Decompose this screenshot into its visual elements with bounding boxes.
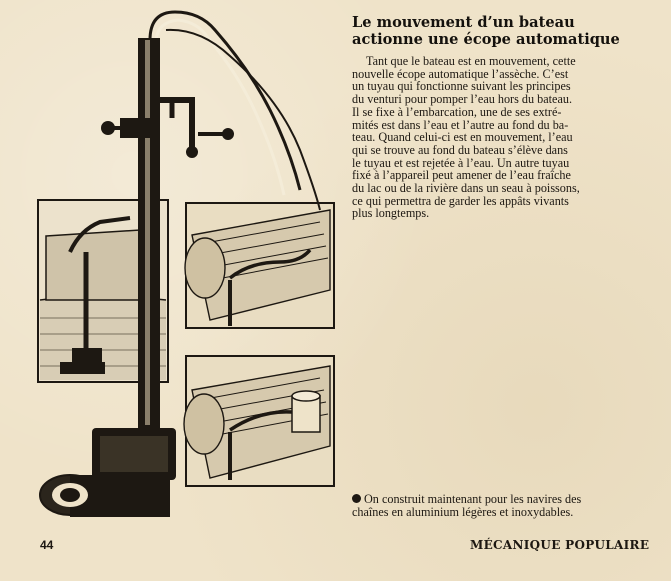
bullet-icon [352, 494, 361, 503]
article-body-line: du lac ou de la rivière dans un seau à poissons, [352, 181, 580, 196]
article-body-line: du venturi pour pomper l’eau hors du bateau. [352, 92, 572, 107]
article-title-line: Le mouvement d’un bateau [352, 14, 575, 31]
article-body-line: Tant que le bateau est en mouvement, cette [366, 54, 576, 68]
article-body-line: Il se fixe à l’embarcation, une de ses extré- [352, 104, 562, 119]
news-note-text: On construit maintenant pour les navires des [364, 492, 582, 506]
article-body-line: fixé à l’appareil peut amener de l’eau fraîche [352, 168, 571, 183]
publication-name: MÉCANIQUE POPULAIRE [470, 538, 650, 552]
article-body-line: un tuyau qui fonctionne suivant les principes [352, 79, 571, 94]
article-body-line: nouvelle écope automatique l’assèche. C’est [352, 66, 569, 81]
article-body-line: mités est dans l’eau et l’autre au fond du ba- [352, 117, 569, 132]
article-body [352, 55, 642, 220]
article-body-line: ce qui permettra de garder les appâts vivants [352, 193, 569, 208]
article-title-line: actionne une écope automatique [352, 31, 620, 48]
article-body-line: le tuyau et est rejetée à l’eau. Un autre tuyau [352, 155, 570, 170]
boat-interior-bottom [184, 356, 334, 486]
article-body-line: teau. Quand celui-ci est en mouvement, l’eau [352, 130, 573, 145]
article-body-line: plus longtemps. [352, 206, 430, 221]
article-title [352, 14, 652, 48]
news-note [352, 493, 642, 519]
news-note-line: chaînes en aluminium légères et inoxydables. [352, 505, 574, 519]
page-number: 44 [40, 538, 54, 552]
boat-interior-top [185, 203, 334, 328]
article-body-line: qui se trouve au fond du bateau s’élève dans [352, 142, 568, 157]
